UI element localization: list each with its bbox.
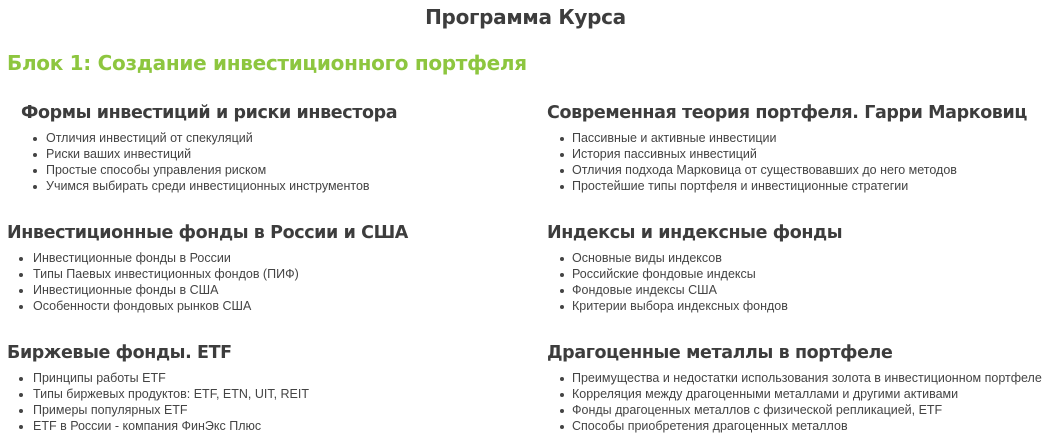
list-item: Инвестиционные фонды в России [7, 250, 517, 266]
list-item: Отличия инвестиций от спекуляций [21, 130, 531, 146]
list-item: Особенности фондовых рынков США [7, 298, 517, 314]
list-item: ETF в России - компания ФинЭкс Плюс [7, 418, 517, 434]
section-portfolio-theory [547, 102, 1051, 194]
section-list [7, 370, 517, 434]
list-item: Простые способы управления риском [21, 162, 531, 178]
list-item: Принципы работы ETF [7, 370, 517, 386]
list-item: Риски ваших инвестиций [21, 146, 531, 162]
section-list [547, 250, 1051, 314]
section-title: Драгоценные металлы в портфеле [547, 343, 893, 363]
list-item: Фонды драгоценных металлов с физической репликацией, ETF [547, 402, 1051, 418]
section-list [547, 370, 1051, 434]
section-title: Биржевые фонды. ETF [7, 343, 232, 363]
list-item: Российские фондовые индексы [547, 266, 1051, 282]
section-title: Современная теория портфеля. Гарри Марковиц [547, 103, 1027, 123]
page-title: Программа Курса [425, 5, 626, 29]
section-list [547, 130, 1051, 194]
list-item: Основные виды индексов [547, 250, 1051, 266]
list-item: История пассивных инвестиций [547, 146, 1051, 162]
section-index-funds [547, 222, 1051, 314]
list-item: Типы Паевых инвестиционных фондов (ПИФ) [7, 266, 517, 282]
section-title: Инвестиционные фонды в России и США [7, 223, 408, 243]
list-item: Примеры популярных ETF [7, 402, 517, 418]
list-item: Способы приобретения драгоценных металлов [547, 418, 1051, 434]
section-precious-metals [547, 342, 1051, 434]
section-list [21, 130, 531, 194]
section-investment-forms [21, 102, 531, 194]
list-item: Корреляция между драгоценными металлами и другими активами [547, 386, 1051, 402]
list-item: Учимся выбирать среди инвестиционных инструментов [21, 178, 531, 194]
list-item: Типы биржевых продуктов: ETF, ETN, UIT, REIT [7, 386, 517, 402]
section-list [7, 250, 517, 314]
list-item: Пассивные и активные инвестиции [547, 130, 1051, 146]
list-item: Преимущества и недостатки использования золота в инвестиционном портфеле [547, 370, 1051, 386]
section-title: Формы инвестиций и риски инвестора [21, 103, 398, 123]
section-etf [7, 342, 517, 434]
list-item: Отличия подхода Марковица от существовавших до него методов [547, 162, 1051, 178]
list-item: Фондовые индексы США [547, 282, 1051, 298]
list-item: Простейшие типы портфеля и инвестиционные стратегии [547, 178, 1051, 194]
section-investment-funds [7, 222, 517, 314]
list-item: Критерии выбора индексных фондов [547, 298, 1051, 314]
list-item: Инвестиционные фонды в США [7, 282, 517, 298]
block-title: Блок 1: Создание инвестиционного портфеля [7, 51, 527, 75]
section-title: Индексы и индексные фонды [547, 223, 843, 243]
